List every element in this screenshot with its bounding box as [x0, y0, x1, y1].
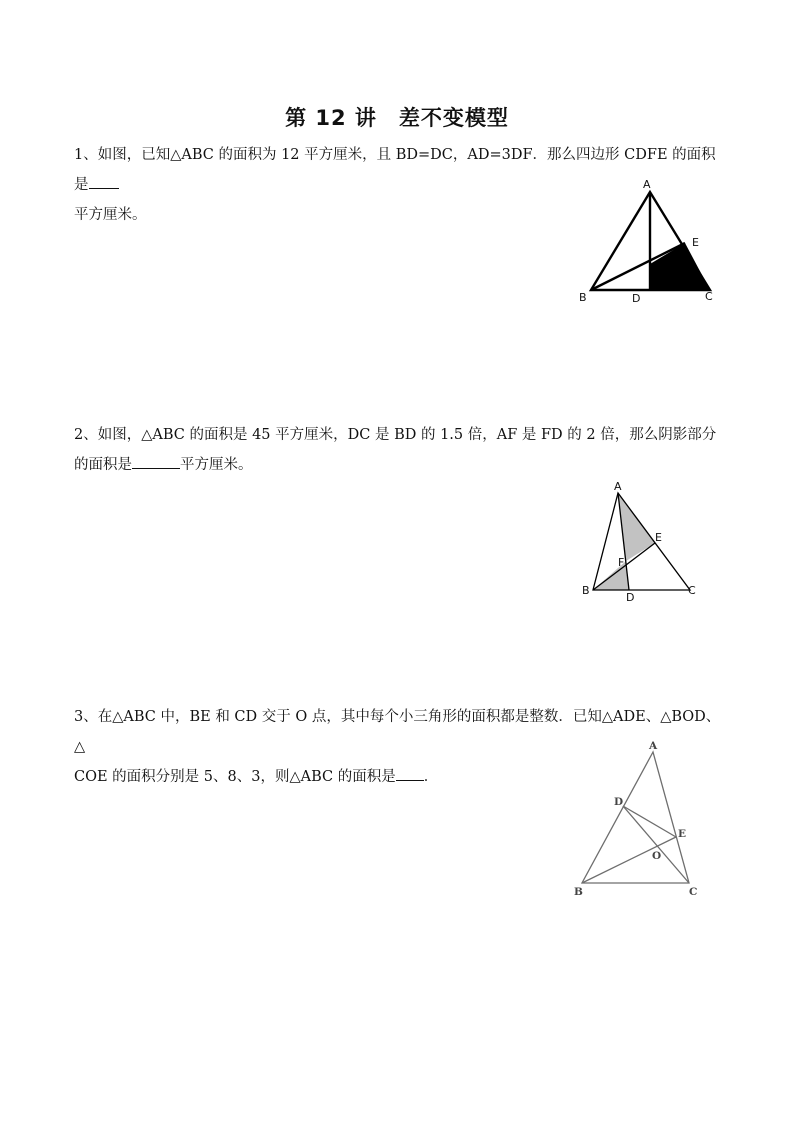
question-3-text-after: ．	[423, 769, 439, 785]
label-c: C	[689, 886, 698, 898]
answer-blank-1[interactable]	[89, 174, 119, 189]
segment-be	[582, 837, 676, 883]
label-d: D	[632, 292, 641, 305]
label-d: D	[614, 796, 624, 808]
question-1-line-2: 平方厘米。	[74, 207, 147, 223]
label-a: A	[643, 178, 651, 191]
question-2-line-2	[74, 450, 724, 480]
label-e: E	[692, 236, 699, 249]
question-2-text-before: 的面积是	[74, 457, 132, 473]
segment-cd	[623, 806, 689, 883]
shaded-triangle-afe	[618, 493, 655, 561]
segment-de	[623, 806, 676, 837]
answer-blank-2[interactable]	[132, 454, 180, 469]
label-a: A	[649, 740, 658, 752]
question-3-line-1: 3、在△ABC 中，BE 和 CD 交于 O 点，其中每个小三角形的面积都是整数．已知△ADE、△BOD、△	[74, 709, 721, 755]
label-o: O	[652, 850, 662, 862]
label-e: E	[678, 828, 687, 840]
question-2-line-1: 2、如图，△ABC 的面积是 45 平方厘米，DC 是 BD 的 1.5 倍，AF 是 FD 的 2 倍，那么阴影部分	[74, 427, 717, 443]
label-c: C	[705, 290, 713, 303]
label-d: D	[626, 591, 635, 604]
figure-1	[570, 176, 720, 306]
label-a: A	[614, 480, 622, 493]
question-1-text: 1、如图，已知△ABC 的面积为 12 平方厘米，且 BD=DC，AD=3DF．那么四边形 CDFE 的面积是	[74, 147, 716, 193]
question-3-text-before: COE 的面积分别是 5、8、3，则△ABC 的面积是	[74, 769, 396, 785]
figure-3	[568, 738, 718, 903]
label-b: B	[574, 886, 583, 898]
shaded-quadrilateral-cdfe	[650, 243, 710, 290]
figure-2	[575, 478, 705, 606]
question-2	[74, 420, 724, 480]
label-b: B	[582, 584, 590, 597]
label-e: E	[655, 531, 662, 544]
question-2-text-after: 平方厘米。	[180, 457, 253, 473]
label-b: B	[579, 291, 587, 304]
answer-blank-3[interactable]	[396, 766, 424, 781]
page-title: 第 12 讲 差不变模型	[285, 106, 509, 130]
label-c: C	[688, 584, 696, 597]
label-f: F	[618, 556, 625, 569]
